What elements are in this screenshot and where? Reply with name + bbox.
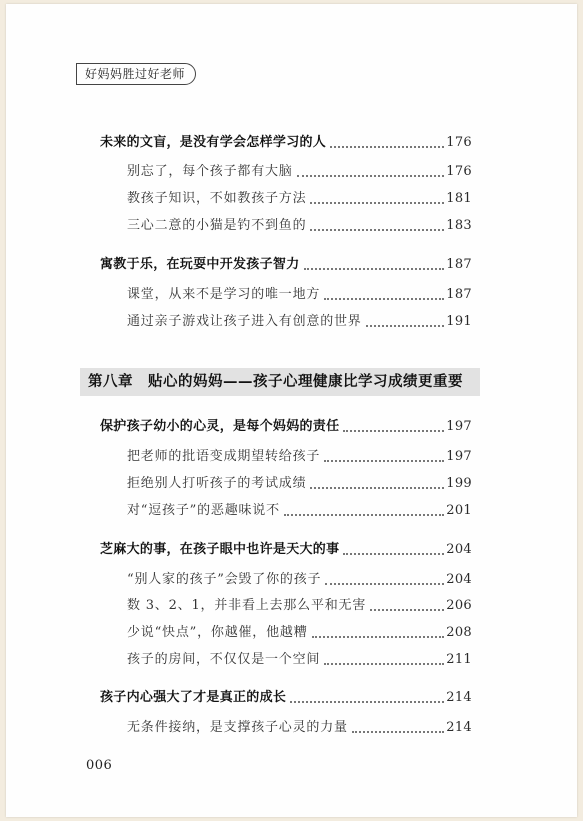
toc-subentry[interactable]: [127, 190, 472, 208]
toc-subentry-title: 三心二意的小猫是钓不到鱼的: [127, 218, 307, 233]
toc-subentry[interactable]: [127, 313, 472, 331]
toc-section-entry[interactable]: [100, 541, 472, 559]
toc-subentry-title: 拒绝别人打听孩子的考试成绩: [127, 476, 307, 491]
toc-page-number: 211: [446, 652, 472, 667]
toc-subentry-title: 课堂，从来不是学习的唯一地方: [127, 287, 321, 302]
dot-leader: [324, 663, 444, 665]
toc-page-number: 199: [446, 476, 472, 491]
toc-page-number: 214: [446, 720, 472, 735]
toc-page-number: 176: [446, 164, 472, 179]
toc-page-number: 187: [446, 257, 472, 272]
toc-subentry[interactable]: [127, 571, 472, 589]
toc-subentry[interactable]: [127, 286, 472, 304]
dot-leader: [284, 514, 444, 516]
toc-subentry-title: 教孩子知识，不如教孩子方法: [127, 191, 307, 206]
toc-page-number: 176: [446, 135, 472, 150]
dot-leader: [312, 636, 445, 638]
dot-leader: [343, 430, 444, 432]
toc-page-number: 197: [446, 449, 472, 464]
toc-subentry-title: 对“逗孩子”的恶趣味说不: [127, 503, 280, 518]
toc-section-title: 孩子内心强大了才是真正的成长: [100, 690, 287, 705]
dot-leader: [343, 553, 444, 555]
dot-leader: [304, 268, 445, 270]
dot-leader: [310, 229, 444, 231]
toc-subentry-title: 数 3、2、1，并非看上去那么平和无害: [127, 598, 367, 613]
chapter-heading[interactable]: 第八章 贴心的妈妈——孩子心理健康比学习成绩更重要: [80, 368, 480, 396]
dot-leader: [310, 202, 444, 204]
dot-leader: [290, 701, 444, 703]
toc-subentry[interactable]: [127, 502, 472, 520]
toc-section-entry[interactable]: [100, 134, 472, 152]
page-number: 006: [86, 758, 113, 773]
toc-section-title: 保护孩子幼小的心灵，是每个妈妈的责任: [100, 419, 340, 434]
toc-section-title: 芝麻大的事，在孩子眼中也许是天大的事: [100, 542, 340, 557]
toc-subentry[interactable]: [127, 163, 472, 181]
toc-subentry-title: 把老师的批语变成期望转给孩子: [127, 449, 321, 464]
toc-page-number: 201: [446, 503, 472, 518]
toc-page-number: 183: [446, 218, 472, 233]
toc-subentry[interactable]: [127, 597, 472, 615]
toc-section-entry[interactable]: [100, 689, 472, 707]
toc-page-number: 191: [446, 314, 472, 329]
toc-subentry[interactable]: [127, 475, 472, 493]
toc-subentry[interactable]: [127, 217, 472, 235]
toc-subentry[interactable]: [127, 624, 472, 642]
dot-leader: [324, 298, 444, 300]
toc-page-number: 204: [446, 542, 472, 557]
toc-subentry-title: 通过亲子游戏让孩子进入有创意的世界: [127, 314, 362, 329]
dot-leader: [324, 460, 444, 462]
toc-subentry-title: “别人家的孩子”会毁了你的孩子: [127, 572, 322, 587]
toc-subentry[interactable]: [127, 651, 472, 669]
toc-section-title: 未来的文盲，是没有学会怎样学习的人: [100, 135, 327, 150]
toc-page-number: 204: [446, 572, 472, 587]
toc-subentry-title: 无条件接纳，是支撑孩子心灵的力量: [127, 720, 348, 735]
dot-leader: [297, 175, 445, 177]
toc-page-number: 206: [446, 598, 472, 613]
toc-subentry[interactable]: [127, 448, 472, 466]
toc-page-number: 197: [446, 419, 472, 434]
dot-leader: [325, 583, 444, 585]
toc-section-title: 寓教于乐，在玩耍中开发孩子智力: [100, 257, 300, 272]
dot-leader: [352, 731, 444, 733]
dot-leader: [310, 487, 444, 489]
toc-section-entry[interactable]: [100, 256, 472, 274]
toc-page-number: 181: [446, 191, 472, 206]
toc-subentry-title: 孩子的房间，不仅仅是一个空间: [127, 652, 321, 667]
running-header-book-title: 好妈妈胜过好老师: [76, 63, 196, 85]
toc-page-number: 187: [446, 287, 472, 302]
dot-leader: [370, 609, 444, 611]
dot-leader: [366, 325, 445, 327]
dot-leader: [330, 146, 444, 148]
toc-subentry[interactable]: [127, 719, 472, 737]
toc-page-number: 214: [446, 690, 472, 705]
toc-subentry-title: 别忘了，每个孩子都有大脑: [127, 164, 293, 179]
toc-subentry-title: 少说“快点”，你越催，他越糟: [127, 625, 308, 640]
toc-page-number: 208: [446, 625, 472, 640]
toc-section-entry[interactable]: [100, 418, 472, 436]
